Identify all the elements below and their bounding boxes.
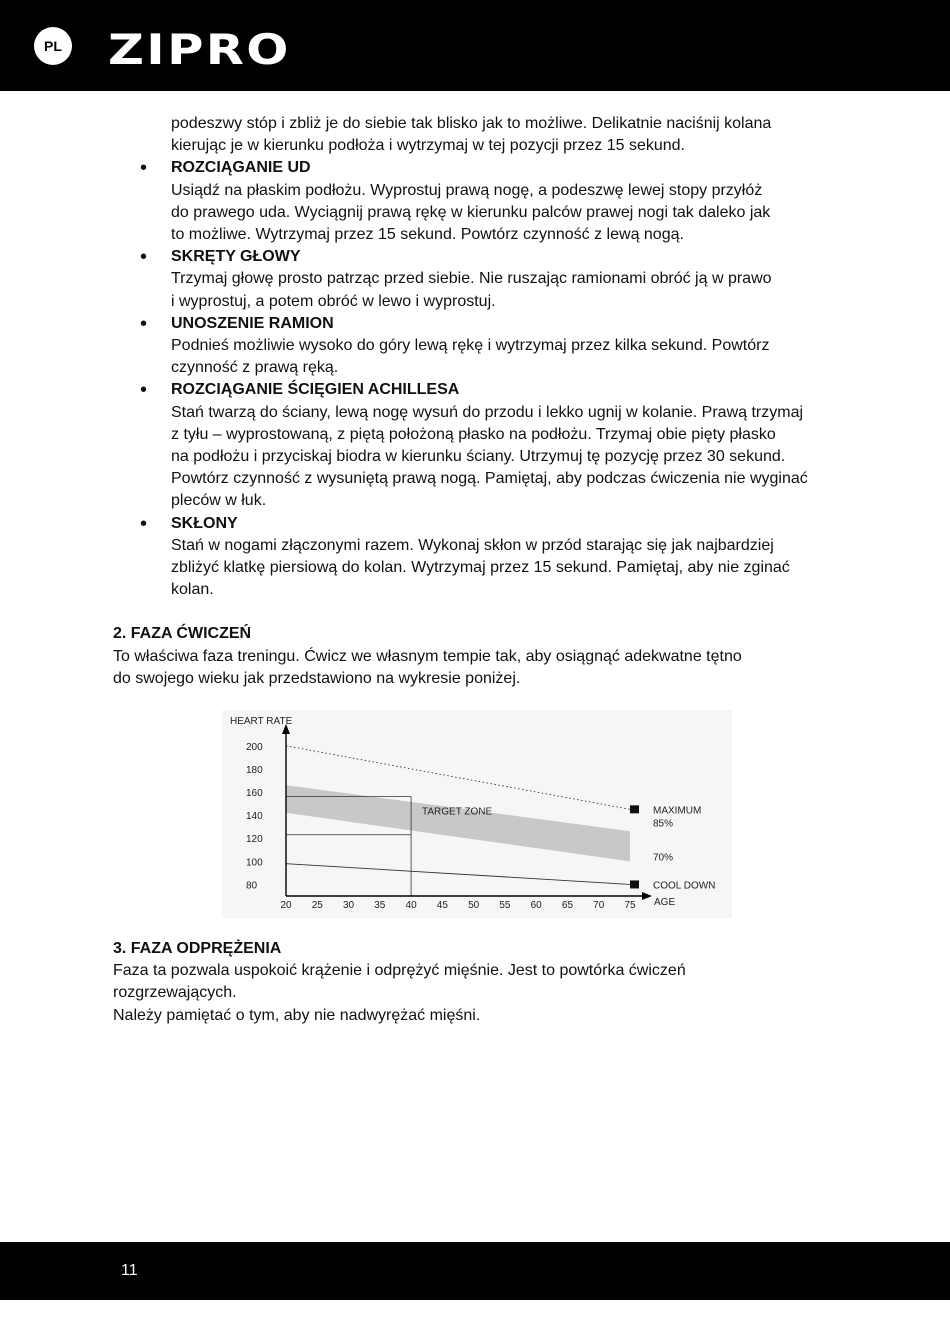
exercise-line: czynność z prawą ręką. bbox=[171, 359, 339, 377]
x-tick-label: 20 bbox=[280, 900, 292, 911]
x-tick-label: 60 bbox=[530, 900, 542, 911]
exercise-list bbox=[113, 157, 833, 601]
section-title: 2. FAZA ĆWICZEŃ bbox=[113, 625, 252, 643]
brand-logo: ZIPRO bbox=[108, 25, 291, 74]
exercise-line: kolan. bbox=[171, 581, 214, 599]
exercise-line: pleców w łuk. bbox=[171, 492, 267, 510]
section-line: do swojego wieku jak przedstawiono na wykresie poniżej. bbox=[113, 669, 521, 687]
exercise-line: Trzymaj głowę prosto patrząc przed siebie. Nie ruszając ramionami obróć ją w prawo bbox=[171, 270, 772, 288]
exercise-item bbox=[113, 157, 833, 246]
x-tick-label: 40 bbox=[405, 900, 417, 911]
series-label: MAXIMUM bbox=[653, 805, 702, 817]
exercise-item bbox=[113, 379, 833, 512]
y-axis-title: HEART RATE bbox=[230, 716, 293, 727]
section-line: Faza ta pozwala uspokoić krążenie i odprężyć mięśnie. Jest to powtórka ćwiczeń bbox=[113, 962, 686, 980]
y-tick-label: 180 bbox=[246, 764, 263, 776]
x-tick-label: 45 bbox=[436, 900, 448, 911]
series-marker bbox=[630, 880, 639, 888]
x-axis-arrow bbox=[642, 892, 652, 900]
heart-rate-chart bbox=[222, 710, 732, 918]
x-tick-label: 65 bbox=[561, 900, 574, 911]
exercise-line: Powtórz czynność z wysuniętą prawą nogą. Pamiętaj, aby podczas ćwiczenia nie wyginać bbox=[171, 470, 808, 488]
exercise-title: • SKŁONY bbox=[171, 514, 238, 532]
exercise-item bbox=[113, 246, 833, 313]
exercise-line: z tyłu – wyprostowaną, z piętą położoną płasko na podłożu. Trzymaj obie pięty płasko bbox=[171, 425, 776, 443]
section-3 bbox=[113, 938, 833, 1027]
exercise-line: zbliżyć klatkę piersiową do kolan. Wytrzymaj przez 15 sekund. Pamiętaj, aby nie zginać bbox=[171, 559, 790, 577]
exercise-line: Podnieś możliwie wysoko do góry lewą rękę i wytrzymaj przez kilka sekund. Powtórz bbox=[171, 337, 770, 355]
section-title: 3. FAZA ODPRĘŻENIA bbox=[113, 940, 282, 957]
page-number: 11 bbox=[121, 1262, 138, 1279]
x-tick-label: 75 bbox=[624, 900, 636, 911]
target-zone-label: TARGET ZONE bbox=[422, 806, 493, 818]
y-tick-label: 160 bbox=[246, 788, 263, 799]
exercise-line: do prawego uda. Wyciągnij prawą rękę w kierunku palców prawej nogi tak daleko jak bbox=[171, 203, 771, 221]
y-tick-label: 200 bbox=[246, 741, 263, 753]
x-tick-label: 35 bbox=[374, 900, 386, 911]
exercise-line: Usiądź na płaskim podłożu. Wyprostuj prawą nogę, a podeszwę lewej stopy przyłóż bbox=[171, 181, 763, 199]
x-tick-label: 30 bbox=[342, 900, 355, 911]
x-tick-label: 25 bbox=[311, 900, 323, 911]
exercise-line: to możliwe. Wytrzymaj przez 15 sekund. Powtórz czynność z lewą nogą. bbox=[171, 226, 684, 244]
intro-line: podeszwy stóp i zbliż je do siebie tak blisko jak to możliwe. Delikatnie naciśnij kolana bbox=[171, 115, 772, 132]
exercise-line: Stań w nogami złączonymi razem. Wykonaj skłon w przód starając się jak najbardziej bbox=[171, 536, 774, 554]
zone-upper-label: 85% bbox=[653, 818, 674, 830]
intro-line: kierując je w kierunku podłoża i wytrzymaj w tej pozycji przez 15 sekund. bbox=[171, 137, 685, 155]
exercise-title: • ROZCIĄGANIE UD bbox=[171, 159, 311, 177]
series-label: COOL DOWN bbox=[653, 880, 716, 892]
exercise-item bbox=[113, 313, 833, 380]
series-marker bbox=[630, 805, 639, 813]
section-line: Należy pamiętać o tym, aby nie nadwyrężać mięśni. bbox=[113, 1006, 481, 1024]
exercise-title: • UNOSZENIE RAMION bbox=[171, 314, 334, 332]
section-line: To właściwa faza treningu. Ćwicz we własnym tempie tak, aby osiągnąć adekwatne tętno bbox=[113, 647, 742, 665]
exercise-item bbox=[113, 513, 833, 602]
x-tick-label: 55 bbox=[499, 900, 511, 911]
y-tick-label: 140 bbox=[246, 811, 263, 823]
page-header bbox=[0, 0, 950, 91]
heart-rate-chart-svg bbox=[222, 710, 732, 918]
main-content bbox=[113, 113, 833, 690]
y-tick-label: 100 bbox=[246, 857, 263, 869]
x-tick-label: 70 bbox=[593, 900, 605, 911]
language-badge: PL bbox=[34, 27, 72, 65]
x-tick-label: 50 bbox=[468, 900, 480, 911]
exercise-line: i wyprostuj, a potem obróć w lewo i wyprostuj. bbox=[171, 292, 496, 310]
exercise-title: • SKRĘTY GŁOWY bbox=[171, 248, 301, 266]
series-line bbox=[286, 864, 630, 885]
y-tick-label: 80 bbox=[246, 880, 258, 892]
zone-lower-label: 70% bbox=[653, 852, 674, 864]
exercise-line: Stań twarzą do ściany, lewą nogę wysuń do przodu i lekko ugnij w kolanie. Prawą trzymaj bbox=[171, 403, 804, 421]
exercise-line: na podłożu i przyciskaj biodra w kierunku ściany. Utrzymuj tę pozycję przez 30 sekund. bbox=[171, 448, 786, 466]
exercise-title: • ROZCIĄGANIE ŚCIĘGIEN ACHILLESA bbox=[171, 381, 460, 399]
page-footer bbox=[0, 1242, 950, 1300]
y-tick-label: 120 bbox=[246, 834, 263, 846]
x-axis-title: AGE bbox=[654, 897, 676, 908]
section-line: rozgrzewających. bbox=[113, 984, 237, 1002]
